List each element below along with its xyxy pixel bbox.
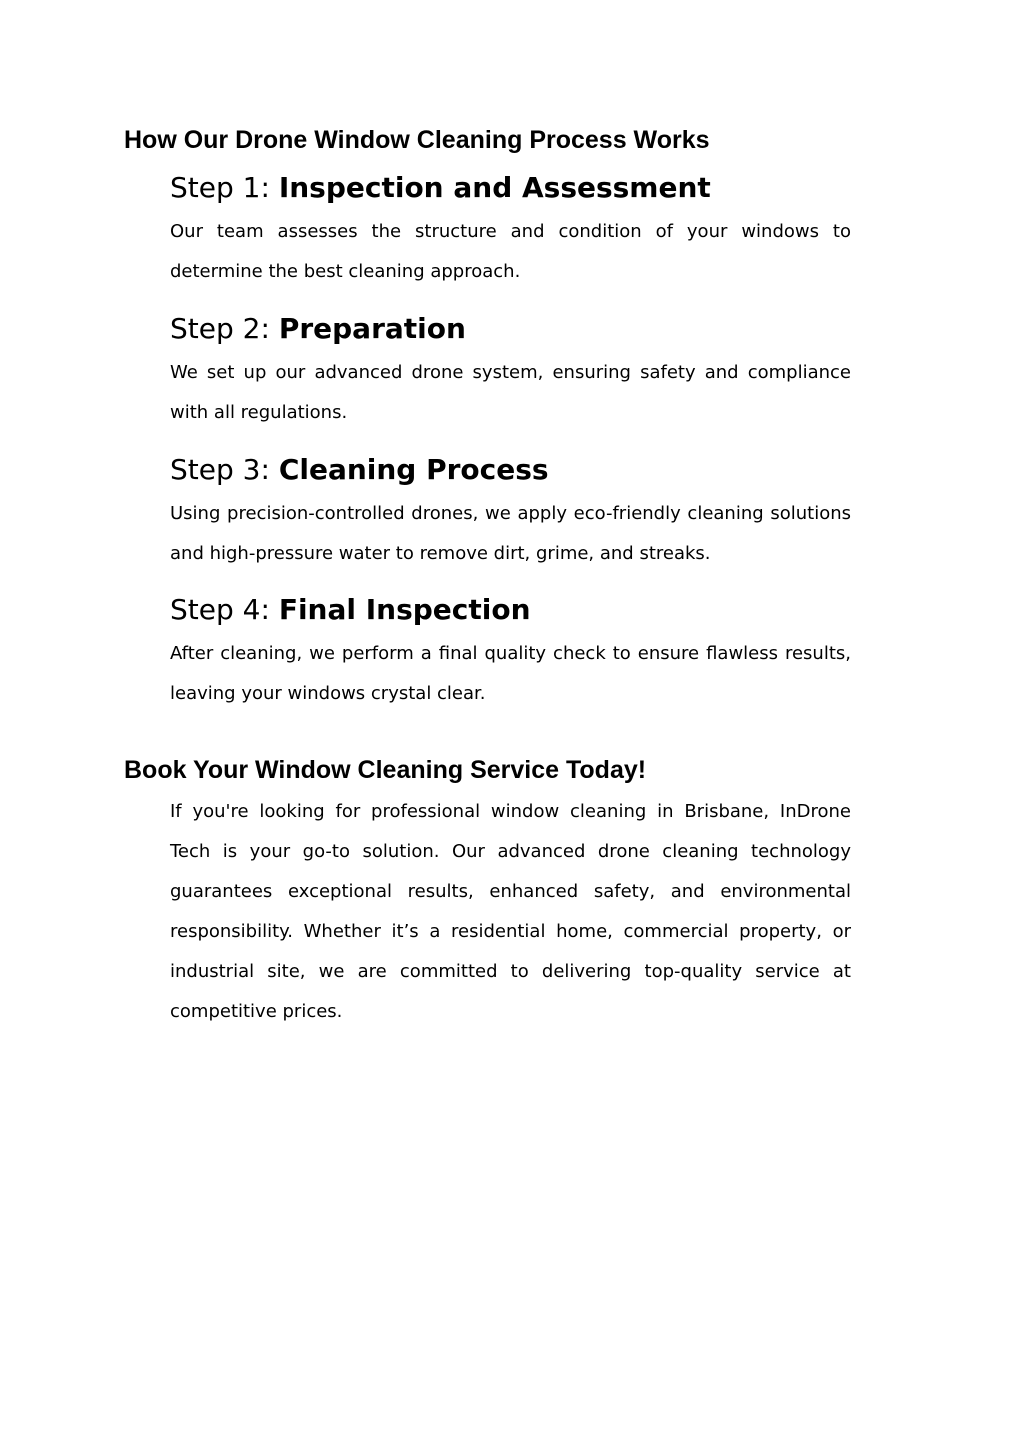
step-1-prefix: Step 1: [170,171,279,204]
step-1-title: Inspection and Assessment [278,171,711,204]
step-3-description: Using precision-controlled drones, we apply eco-friendly cleaning solutions and high-pressure water to remove dirt, grime, and streaks. [170,503,851,564]
booking-description: If you're looking for professional window cleaning in Brisbane, InDrone Tech is your go-to solution. Our advanced drone cleaning technology guarantees exceptional results, enhanced safety, and environmental responsibility. Whether it’s a residential home, commercial property, or industrial site, we are committed to delivering top-quality service at competitive prices. [170,801,851,1022]
booking-section-title: Book Your Window Cleaning Service Today! [124,756,647,784]
step-4-heading [170,593,531,627]
step-4-title: Final Inspection [278,593,531,626]
step-3-prefix: Step 3: [170,453,279,486]
step-2-heading [170,312,466,346]
process-section-title: How Our Drone Window Cleaning Process Works [124,126,710,154]
step-4-description: After cleaning, we perform a final quality check to ensure flawless results, leaving your windows crystal clear. [170,643,851,704]
step-2-description: We set up our advanced drone system, ensuring safety and compliance with all regulations. [170,362,851,423]
step-1-description: Our team assesses the structure and condition of your windows to determine the best cleaning approach. [170,221,851,282]
step-3-title: Cleaning Process [278,453,549,486]
step-4-prefix: Step 4: [170,593,279,626]
step-1-heading [170,171,711,205]
step-3-heading [170,453,549,487]
step-2-prefix: Step 2: [170,312,279,345]
step-2-title: Preparation [278,312,466,345]
